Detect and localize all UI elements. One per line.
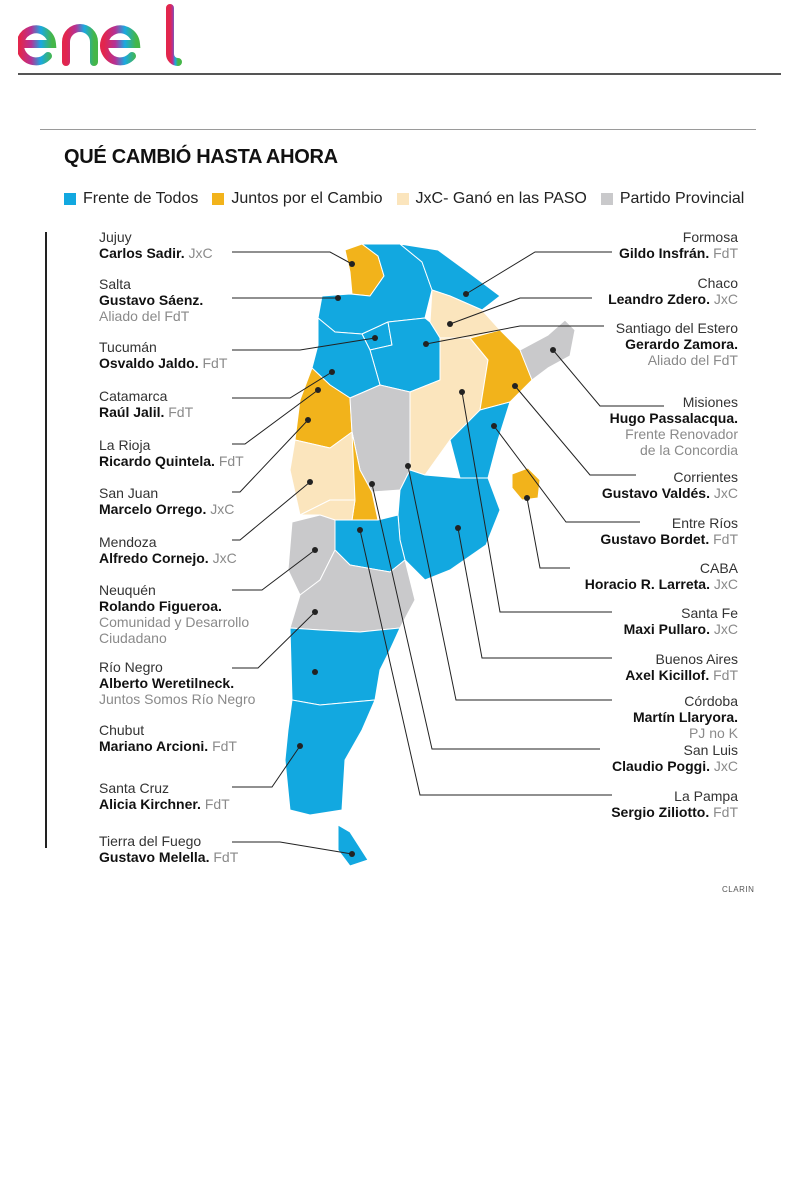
province-santa-cruz [285,700,375,815]
party-name: FdT [713,804,738,820]
label-chubut [99,722,237,754]
governor-name: Maxi Pullaro. [623,621,710,637]
province-name: Catamarca [99,388,168,404]
province-name: Neuquén [99,582,156,598]
party-name: Comunidad y Desarrollo [99,614,250,630]
party-name: FdT [213,849,239,865]
label-la-pampa [611,788,738,820]
governor-name: Ricardo Quintela. [99,453,215,469]
party-name: JxC [210,501,235,517]
party-name: JxC [713,576,738,592]
label-san-luis [612,742,738,774]
legend-label: Partido Provincial [619,190,745,207]
label-neuquen [99,582,249,646]
party-name: FdT [202,355,228,371]
label-la-rioja [99,437,244,469]
label-formosa [619,229,738,261]
governor-name: Carlos Sadir. [99,245,185,261]
governor-name: Martín Llaryora. [632,709,738,725]
party-name: PJ no K [688,725,738,741]
province-name: Santa Cruz [99,780,170,796]
governor-name: Sergio Ziliotto. [611,804,710,820]
province-name: Buenos Aires [655,651,738,667]
infographic-title: QUÉ CAMBIÓ HASTA AHORA [64,146,338,168]
governor-name: Alberto Weretilneck. [99,675,235,691]
party-name: FdT [168,404,194,420]
province-name: Entre Ríos [671,515,738,531]
province-name: Río Negro [99,659,163,675]
label-caba [585,560,738,592]
province-name: Mendoza [99,534,157,550]
party-name: JxC [713,621,738,637]
governor-name: Gildo Insfrán. [618,245,710,261]
party-name: FdT [204,796,230,812]
label-misiones [610,394,738,458]
province-name: Tierra del Fuego [99,833,202,849]
party-name: FdT [713,245,738,261]
province-name: Corrientes [673,469,738,485]
label-salta [99,276,203,324]
province-tierra-del-fuego [338,825,368,866]
party-name: Aliado del FdT [99,308,190,324]
province-name: La Pampa [674,788,738,804]
province-name: Jujuy [99,229,132,245]
governor-name: Gustavo Melella. [99,849,210,865]
province-name: Chubut [99,722,145,738]
province-name: San Juan [99,485,159,501]
governor-name: Alfredo Cornejo. [99,550,209,566]
party-name: FdT [218,453,244,469]
label-entre-rios [600,515,738,547]
source-credit: CLARIN [722,885,755,894]
province-name: Salta [99,276,131,292]
label-tierra-del-fuego [99,833,238,865]
label-chaco [608,275,738,307]
party-name-line2: de la Concordia [639,442,738,458]
governor-name: Claudio Poggi. [611,758,710,774]
leader-jujuy [232,252,352,264]
governor-name: Osvaldo Jaldo. [99,355,199,371]
party-name: Aliado del FdT [647,352,738,368]
governor-name: Marcelo Orrego. [99,501,207,517]
label-san-juan [99,485,234,517]
party-name: JxC [713,758,738,774]
label-tucuman [99,339,227,371]
party-name: Juntos Somos Río Negro [99,691,256,707]
province-name: Formosa [682,229,738,245]
party-name: JxC [212,550,237,566]
province-name: Córdoba [684,693,738,709]
legend-label: JxC- Ganó en las PASO [415,190,587,207]
governor-name: Horacio R. Larreta. [584,576,710,592]
label-mendoza [99,534,237,566]
label-buenos-aires [625,651,738,683]
label-santiago-del-estero [616,320,738,368]
province-name: CABA [699,560,738,576]
legend-label: Juntos por el Cambio [231,190,383,207]
leader-tierra-del-fuego [232,842,352,854]
governor-name: Rolando Figueroa. [99,598,222,614]
label-jujuy [99,229,213,261]
governor-name: Leandro Zdero. [608,291,710,307]
province-name: Tucumán [99,339,157,355]
party-name: JxC [713,485,738,501]
party-name: FdT [713,667,738,683]
governor-name: Gustavo Bordet. [600,531,710,547]
province-name: Santa Fe [681,605,738,621]
governor-name: Raúl Jalil. [99,404,165,420]
party-name-line2: Ciudadano [99,630,167,646]
legend-label: Frente de Todos [83,190,199,207]
governor-name: Gustavo Sáenz. [99,292,204,308]
governor-name: Hugo Passalacqua. [609,410,738,426]
party-name: FdT [212,738,237,754]
label-catamarca [99,388,193,420]
province-name: Misiones [682,394,738,410]
label-cordoba [633,693,738,741]
province-name: Santiago del Estero [615,320,738,336]
label-rio-negro [99,659,255,707]
label-corrientes [602,469,738,501]
governor-name: Alicia Kirchner. [99,796,201,812]
party-name: JxC [713,291,738,307]
governor-name: Axel Kicillof. [625,667,710,683]
party-name: Frente Renovador [625,426,738,442]
governor-name: Gustavo Valdés. [601,485,710,501]
province-misiones [520,320,575,380]
province-name: La Rioja [99,437,151,453]
party-name: JxC [188,245,213,261]
label-santa-fe [624,605,738,637]
leader-caba [527,498,570,568]
party-name: FdT [713,531,738,547]
province-name: San Luis [683,742,738,758]
governor-name: Gerardo Zamora. [625,336,738,352]
governor-name: Mariano Arcioni. [99,738,209,754]
label-santa-cruz [99,780,230,812]
province-name: Chaco [697,275,738,291]
province-chubut [290,628,400,705]
